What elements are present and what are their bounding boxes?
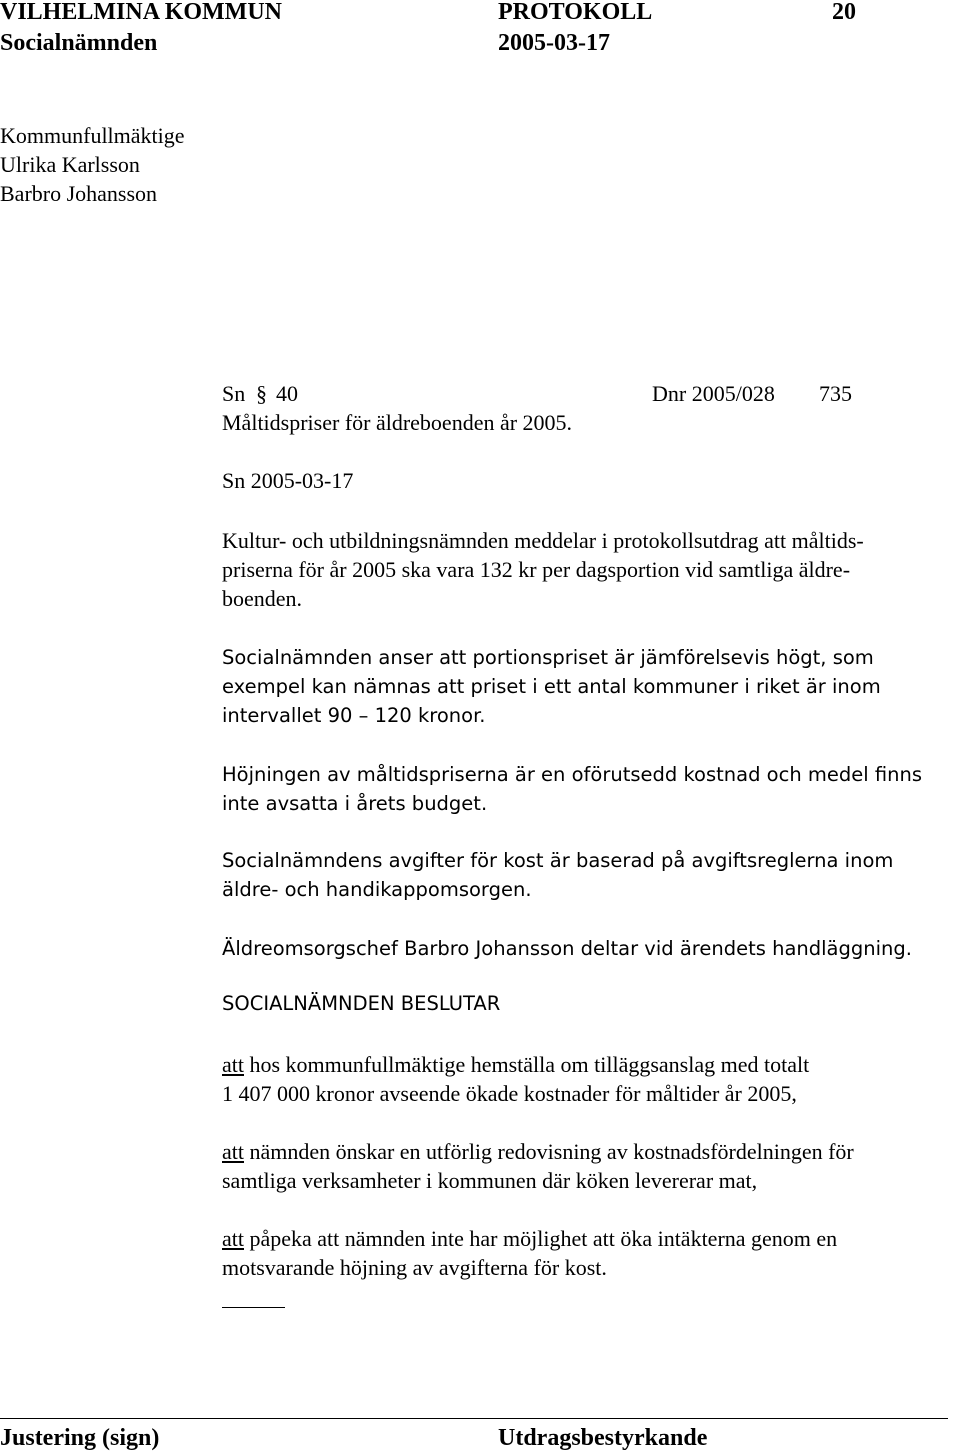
paragraph-4: [222, 846, 893, 904]
decision-text: 1 407 000 kronor avseende ökade kostnader för måltider år 2005,: [222, 1081, 797, 1106]
decision-text: nämnden önskar en utförlig redovisning av kostnadsfördelningen för: [244, 1139, 854, 1164]
paragraph-line: boenden.: [222, 586, 303, 611]
recipient-list: [0, 121, 185, 208]
paragraph-line: äldre- och handikappomsorgen.: [222, 878, 532, 901]
item-dnr: Dnr 2005/028: [652, 381, 775, 406]
att-label: att: [222, 1226, 244, 1251]
footer-rule: [0, 1418, 948, 1419]
att-label: att: [222, 1139, 244, 1164]
paragraph-line: Kultur- och utbildningsnämnden meddelar i protokollsutdrag att måltids-: [222, 528, 864, 553]
municipality-name: VILHELMINA KOMMUN: [0, 0, 282, 25]
document-type: PROTOKOLL: [498, 0, 653, 25]
decision-item: [222, 1050, 809, 1108]
paragraph-line: intervallet 90 – 120 kronor.: [222, 704, 486, 727]
att-label: att: [222, 1052, 244, 1077]
paragraph-line: Äldreomsorgschef Barbro Johansson deltar vid ärendets handläggning.: [222, 937, 912, 960]
decision-item: [222, 1137, 854, 1195]
paragraph-1: [222, 526, 864, 613]
meeting-heading: Sn 2005-03-17: [222, 468, 354, 493]
paragraph-line: Höjningen av måltidspriserna är en oförutsedd kostnad och medel finns: [222, 763, 923, 786]
item-number: 40: [276, 381, 298, 406]
page-number: 20: [832, 0, 856, 25]
paragraph-5: [222, 934, 912, 963]
closing-rule: [222, 1307, 285, 1308]
item-code: 735: [819, 381, 852, 406]
decision-text: hos kommunfullmäktige hemställa om tilläggsanslag med totalt: [244, 1052, 810, 1077]
decision-text: samtliga verksamheter i kommunen där köken levererar mat,: [222, 1168, 758, 1193]
decision-text: motsvarande höjning av avgifterna för kost.: [222, 1255, 607, 1280]
paragraph-line: Socialnämnden anser att portionspriset är jämförelsevis högt, som: [222, 646, 874, 669]
paragraph-line: priserna för år 2005 ska vara 132 kr per dagsportion vid samtliga äldre-: [222, 557, 851, 582]
paragraph-line: Socialnämndens avgifter för kost är baserad på avgiftsreglerna inom: [222, 849, 894, 872]
decision-item: [222, 1224, 837, 1282]
paragraph-sign-icon: §: [256, 381, 267, 406]
decision-heading: SOCIALNÄMNDEN BESLUTAR: [222, 992, 501, 1015]
meeting-date: 2005-03-17: [498, 30, 610, 56]
decision-text: påpeka att nämnden inte har möjlighet att öka intäkterna genom en: [244, 1226, 838, 1251]
paragraph-2: [222, 643, 881, 730]
recipient: Ulrika Karlsson: [0, 152, 140, 177]
committee-name: Socialnämnden: [0, 30, 158, 56]
paragraph-line: inte avsatta i årets budget.: [222, 792, 488, 815]
footer-utdragsbestyrkande: Utdragsbestyrkande: [498, 1425, 708, 1451]
footer-justering: Justering (sign): [0, 1425, 160, 1451]
paragraph-3: [222, 760, 922, 818]
item-title: Måltidspriser för äldreboenden år 2005.: [222, 410, 573, 435]
item-section: Sn: [222, 381, 246, 406]
recipient: Kommunfullmäktige: [0, 123, 185, 148]
recipient: Barbro Johansson: [0, 181, 158, 206]
paragraph-line: exempel kan nämnas att priset i ett antal kommuner i riket är inom: [222, 675, 881, 698]
